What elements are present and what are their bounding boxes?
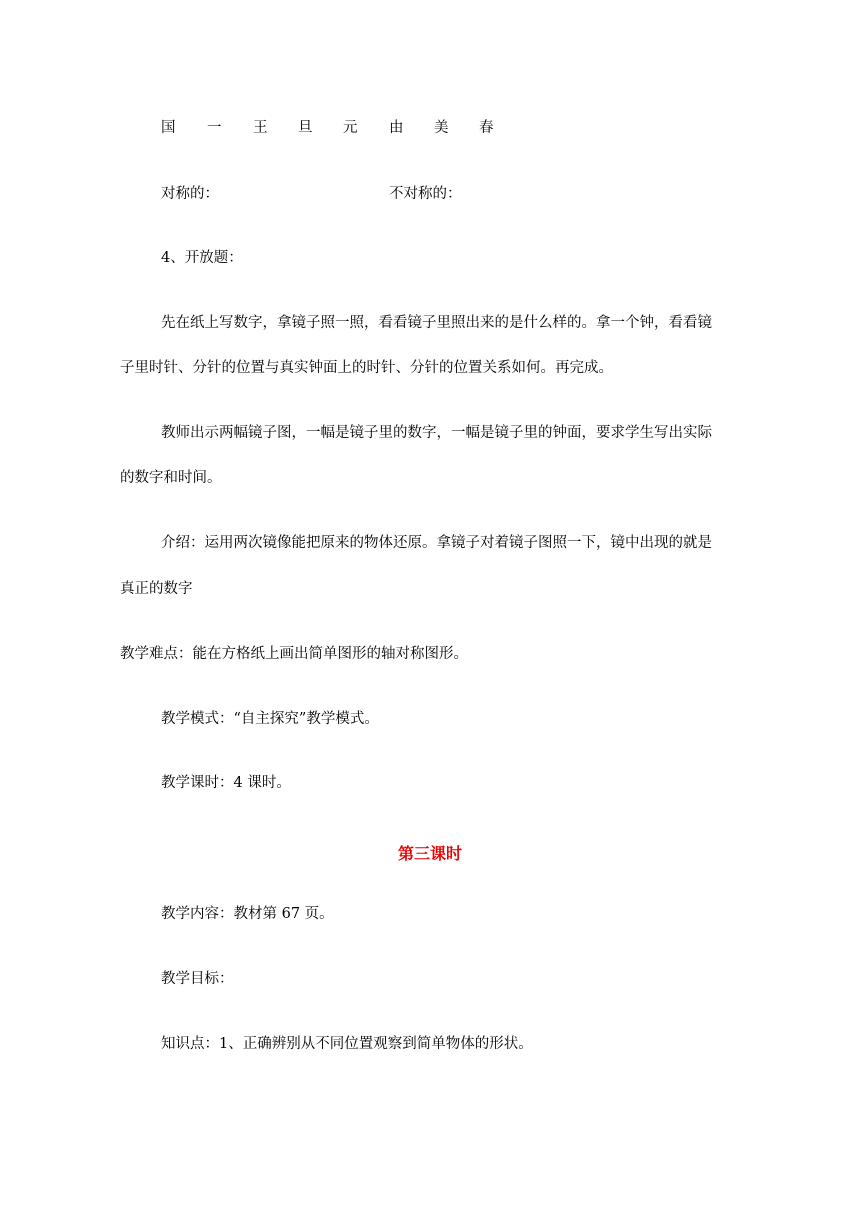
paragraph-3-line-2: 真正的数字 — [120, 581, 193, 597]
char-item: 元 — [343, 120, 358, 136]
teaching-mode: 教学模式：“自主探究”教学模式。 — [161, 711, 379, 727]
question-4-title: 4、开放题： — [161, 250, 243, 266]
paragraph-3-line-1: 介绍：运用两次镜像能把原来的物体还原。拿镜子对着镜子图照一下，镜中出现的就是 — [161, 535, 712, 551]
section-heading: 第三课时 — [397, 844, 462, 863]
asymmetric-label: 不对称的： — [389, 186, 462, 202]
char-item: 美 — [434, 120, 449, 136]
char-item: 旦 — [298, 120, 313, 136]
paragraph-2-line-1: 教师出示两幅镜子图，一幅是镜子里的数字，一幅是镜子里的钟面，要求学生写出实际 — [161, 425, 712, 441]
char-item: 国 — [161, 120, 176, 136]
paragraph-1-line-2: 子里时针、分针的位置与真实钟面上的时针、分针的位置关系如何。再完成。 — [120, 360, 613, 376]
knowledge-point: 知识点：1、正确辨别从不同位置观察到简单物体的形状。 — [161, 1036, 533, 1052]
teaching-goals: 教学目标： — [161, 971, 234, 987]
char-item: 一 — [207, 120, 222, 136]
teaching-hours: 教学课时：4 课时。 — [161, 775, 291, 791]
char-item: 春 — [479, 120, 494, 136]
character-row — [0, 121, 860, 139]
teaching-difficulty: 教学难点：能在方格纸上画出简单图形的轴对称图形。 — [120, 646, 468, 662]
char-item: 王 — [253, 120, 268, 136]
paragraph-1-line-1: 先在纸上写数字，拿镜子照一照，看看镜子里照出来的是什么样的。拿一个钟，看看镜 — [161, 315, 712, 331]
paragraph-2-line-2: 的数字和时间。 — [120, 470, 222, 486]
char-item: 由 — [389, 120, 404, 136]
symmetric-label: 对称的： — [161, 186, 219, 202]
teaching-content: 教学内容：教材第 67 页。 — [161, 906, 334, 922]
